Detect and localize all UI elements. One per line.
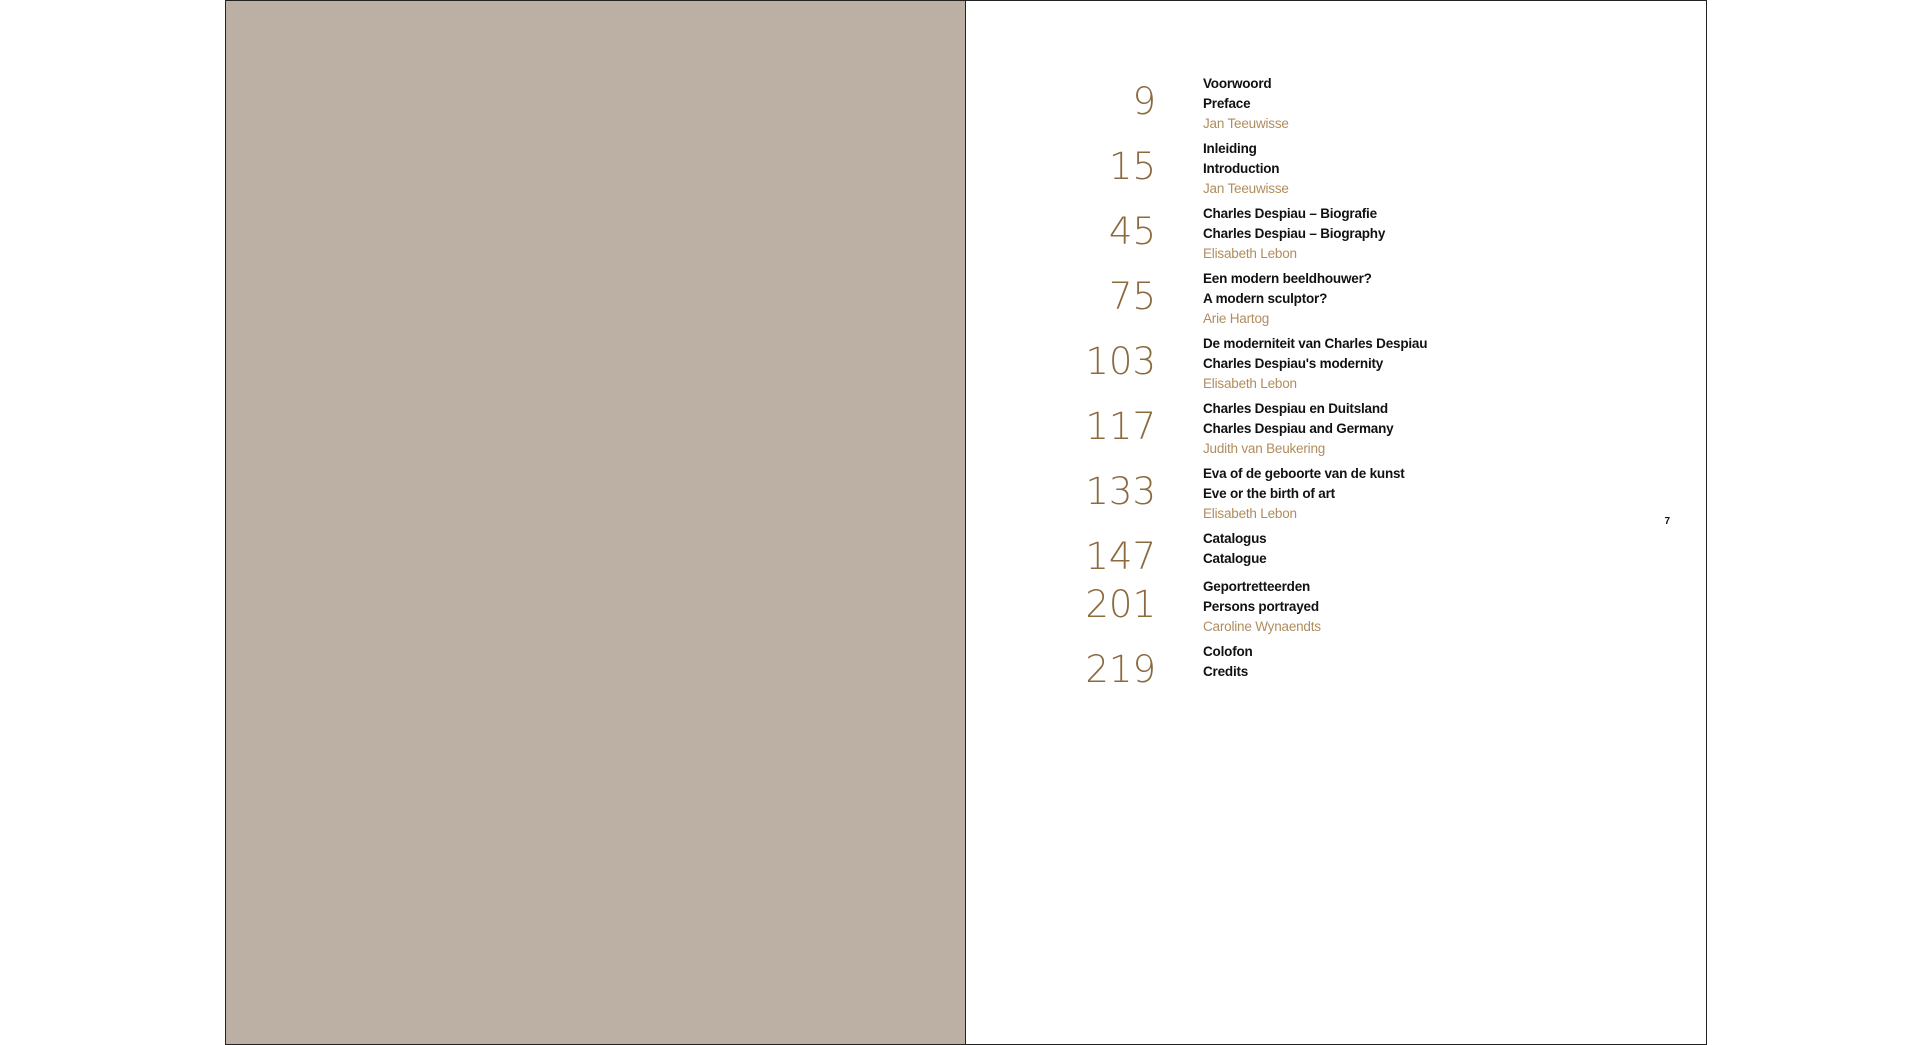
toc-title-dutch: Voorwoord <box>1203 76 1272 91</box>
toc-title-dutch: De moderniteit van Charles Despiau <box>1203 336 1428 351</box>
toc-title-english: Eve or the birth of art <box>1203 486 1335 501</box>
toc-page-number: 9 <box>1132 80 1156 123</box>
toc-author: Jan Teeuwisse <box>1203 116 1289 131</box>
toc-title-dutch: Eva of de geboorte van de kunst <box>1203 466 1405 481</box>
left-page-blank <box>226 1 966 1044</box>
toc-page-number: 15 <box>1108 145 1156 188</box>
toc-title-dutch: Catalogus <box>1203 531 1267 546</box>
toc-title-english: A modern sculptor? <box>1203 291 1328 306</box>
toc-page-number: 133 <box>1085 470 1156 513</box>
toc-titles <box>1203 399 1393 459</box>
toc-author: Judith van Beukering <box>1203 441 1326 456</box>
toc-author: Caroline Wynaendts <box>1203 619 1321 634</box>
toc-page-number: 219 <box>1085 648 1156 691</box>
toc-entry <box>966 269 1706 339</box>
toc-title-english: Charles Despiau's modernity <box>1203 356 1384 371</box>
toc-page-number: 45 <box>1108 210 1156 253</box>
toc-title-english: Credits <box>1203 664 1249 679</box>
toc-entry <box>966 464 1706 534</box>
toc-entry <box>966 334 1706 404</box>
toc-author: Jan Teeuwisse <box>1203 181 1289 196</box>
toc-entry <box>966 642 1706 712</box>
toc-page-number: 147 <box>1085 535 1156 578</box>
toc-entry <box>966 577 1706 647</box>
toc-title-english: Catalogue <box>1203 551 1267 566</box>
toc-titles <box>1203 577 1321 637</box>
toc-titles <box>1203 464 1405 524</box>
toc-titles <box>1203 529 1266 569</box>
toc-titles <box>1203 334 1427 394</box>
toc-titles <box>1203 139 1289 199</box>
toc-title-dutch: Een modern beeldhouwer? <box>1203 271 1372 286</box>
toc-author: Elisabeth Lebon <box>1203 246 1297 261</box>
toc-title-dutch: Charles Despiau en Duitsland <box>1203 401 1388 416</box>
toc-title-english: Charles Despiau – Biography <box>1203 226 1386 241</box>
toc-title-dutch: Geportretteerden <box>1203 579 1311 594</box>
toc-entry <box>966 399 1706 469</box>
page-number: 7 <box>1664 516 1670 527</box>
toc-title-english: Charles Despiau and Germany <box>1203 421 1394 436</box>
right-page-contents <box>966 1 1706 1044</box>
book-spread <box>225 0 1707 1045</box>
toc-page-number: 201 <box>1085 583 1156 626</box>
toc-title-english: Persons portrayed <box>1203 599 1319 614</box>
toc-entry <box>966 139 1706 209</box>
toc-author: Arie Hartog <box>1203 311 1270 326</box>
toc-author: Elisabeth Lebon <box>1203 376 1297 391</box>
toc-titles <box>1203 74 1289 134</box>
toc-page-number: 103 <box>1085 340 1156 383</box>
toc-title-dutch: Charles Despiau – Biografie <box>1203 206 1377 221</box>
toc-title-dutch: Colofon <box>1203 644 1253 659</box>
toc-title-english: Introduction <box>1203 161 1280 176</box>
toc-titles <box>1203 269 1372 329</box>
toc-titles <box>1203 204 1385 264</box>
toc-entry <box>966 204 1706 274</box>
toc-page-number: 75 <box>1108 275 1156 318</box>
toc-author: Elisabeth Lebon <box>1203 506 1297 521</box>
toc-title-english: Preface <box>1203 96 1251 111</box>
toc-titles <box>1203 642 1253 682</box>
toc-title-dutch: Inleiding <box>1203 141 1257 156</box>
toc-entry <box>966 74 1706 144</box>
toc-page-number: 117 <box>1085 405 1156 448</box>
